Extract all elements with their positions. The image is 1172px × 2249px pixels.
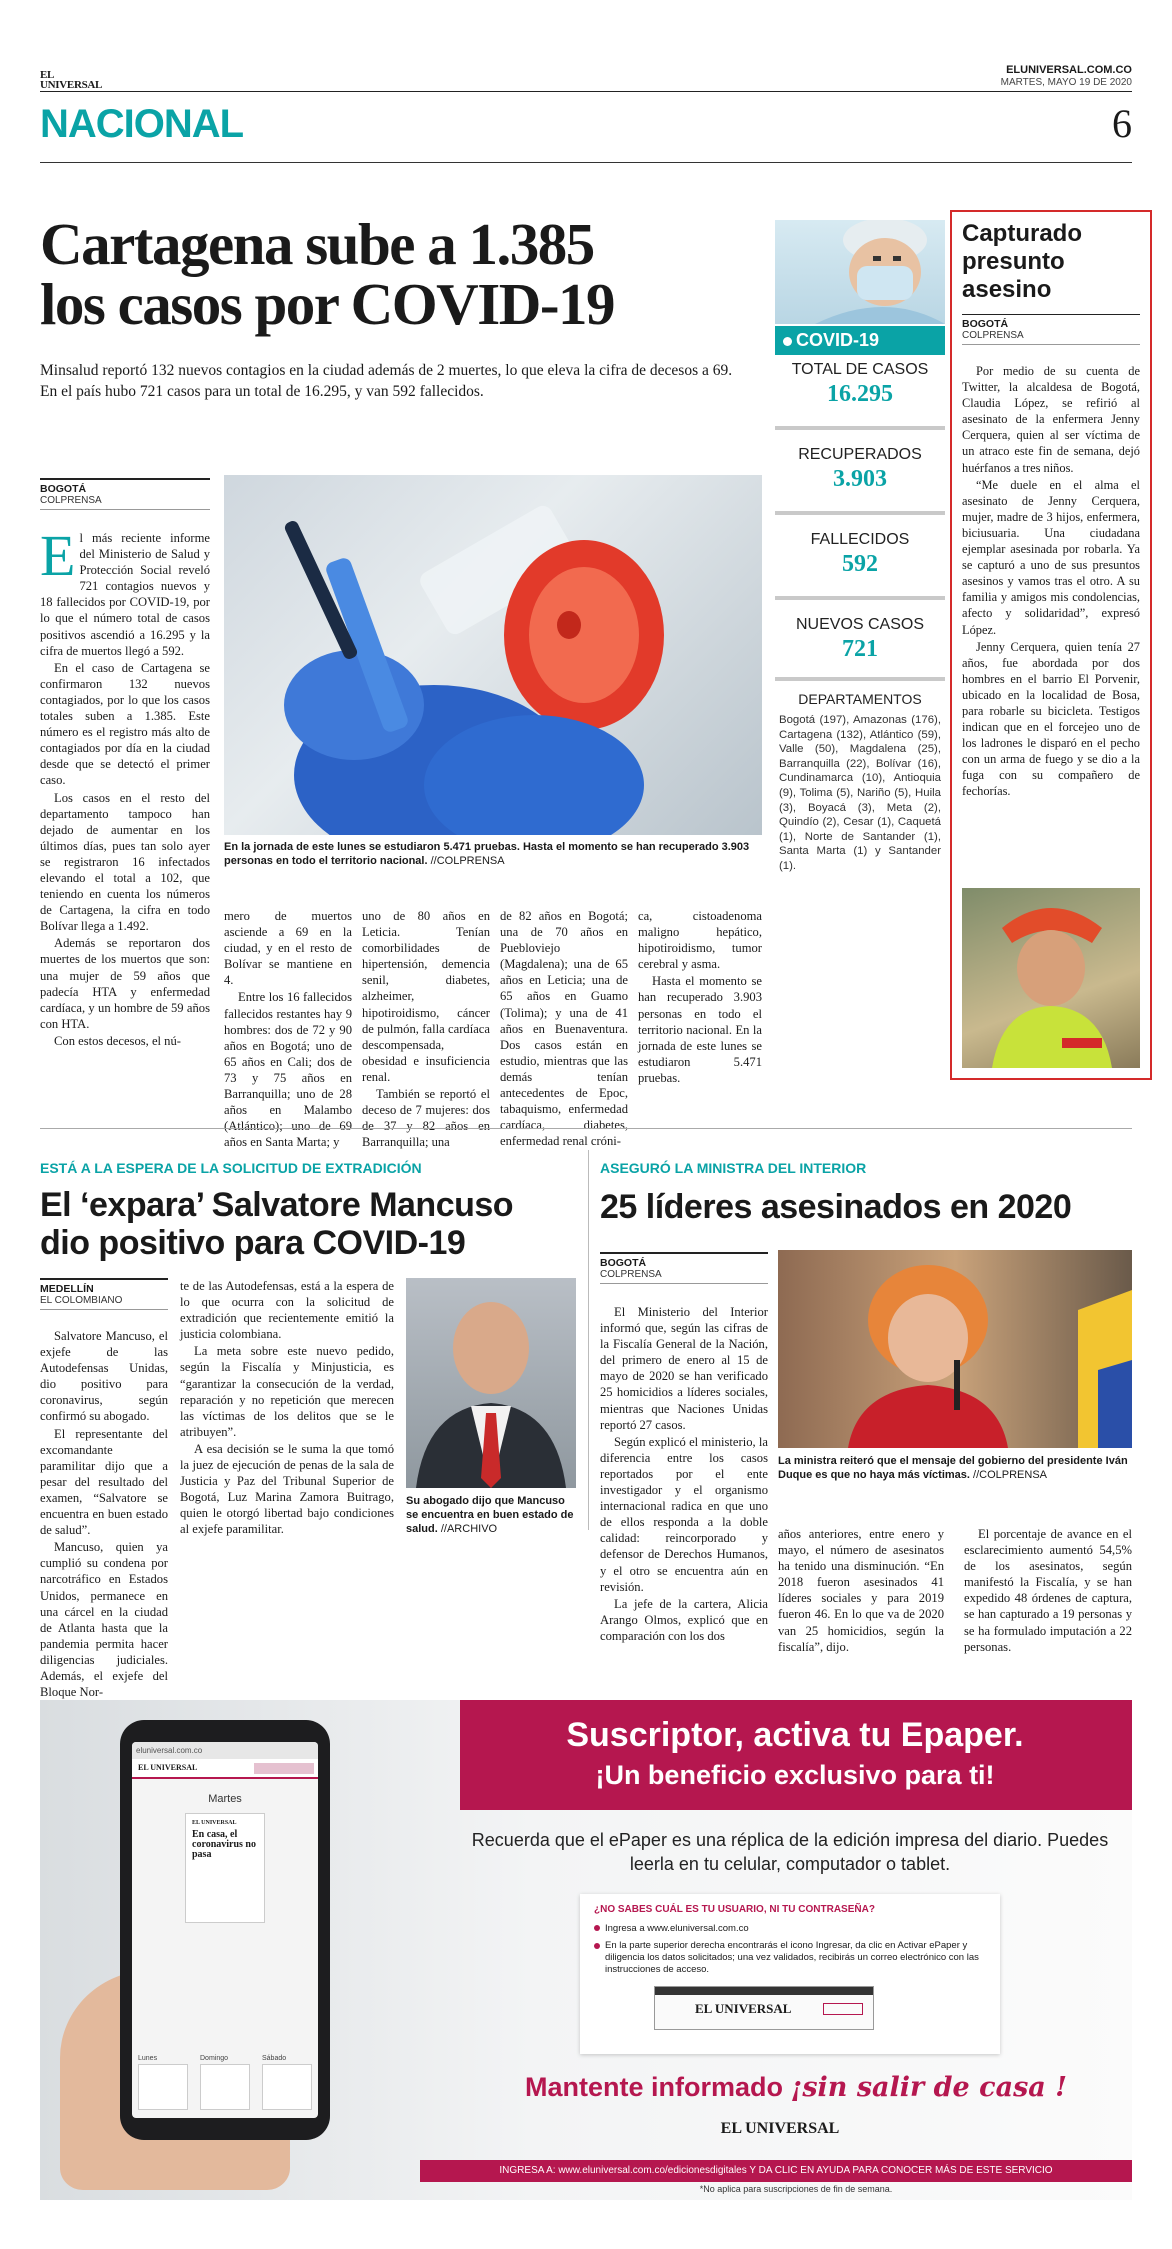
main-col1-p2: En el caso de Cartagena se confirmaron 132 nuevos contagiados, por lo que los casos totales suben a 1.385. Este número es el registro más alto de contagiados por día en la ciudad desde que se detectó el primer caso. [40,660,210,788]
mancuso-headline-line2: dio positivo para COVID-19 [40,1224,466,1262]
stat-deaths-label: FALLECIDOS [810,531,910,548]
main-col4 [500,908,628,1150]
lideres-kicker: ASEGURÓ LA MINISTRA DEL INTERIOR [600,1160,867,1176]
ad-step1 [594,1923,986,1934]
mancuso-caption-credit: //ARCHIVO [440,1523,498,1535]
main-col2-p1: mero de muertos asciende a 69 en la ciudad, y en el resto de Bolívar se mantiene en 4. [224,909,352,988]
mancuso-kicker: ESTÁ A LA ESPERA DE LA SOLICITUD DE EXTRADICIÓN [40,1160,422,1176]
main-dek: Minsalud reportó 132 nuevos contagios en la ciudad además de 2 muertes, lo que eleva la cifra de decesos a 69. En el país hubo 721 casos para un total de 16.295, y van 592 fallecidos. [40,362,733,400]
covid-label-bar [775,326,945,355]
ad-phone-header [132,1759,318,1779]
ad-step1-text: Ingresa a www.eluniversal.com.co [605,1923,749,1934]
ad-step2 [594,1940,986,1976]
main-col1-p5: Con estos decesos, el nú- [54,1033,181,1048]
ad-subtitle: ¡Un beneficio exclusivo para ti! [595,1760,995,1790]
epaper-ad[interactable] [40,1700,1132,2200]
mancuso-photo [406,1278,576,1488]
ad-phone-thumb1-label: Lunes [138,2055,158,2062]
stat-recovered-value: 3.903 [833,466,887,492]
ad-phone-screen [132,1742,318,2118]
lideres-col1-p3: La jefe de la cartera, Alicia Arango Olmos, explicó que en comparación con los dos [600,1596,768,1643]
ad-phone-body [120,1720,330,2140]
ad-phone-cover-logo: EL UNIVERSAL [192,1820,237,1826]
stat-total-label: TOTAL DE CASOS [791,361,929,378]
ad-slogan [460,2072,1132,2103]
ad-question: ¿NO SABES CUÁL ES TU USUARIO, NI TU CONTRASEÑA? [594,1904,875,1915]
masthead-site: ELUNIVERSAL.COM.CO [1006,64,1132,76]
main-photo-caption [224,840,762,868]
lideres-caption-credit: //COLPRENSA [973,1469,1047,1481]
main-caption-text: En la jornada de este lunes se estudiaron 5.471 pruebas. Hasta el momento se han recuperado 3.903 personas en todo el territorio nacional. [224,841,750,867]
ad-phone-thumb3 [262,2055,312,2110]
ad-instructions [580,1894,1000,2054]
main-location: BOGOTÁ [40,478,210,495]
stat-total [775,355,945,414]
lideres-col1-p2: Según explicó el ministerio, la diferencia entre los casos reportados por el ente investigador y el organismo internacional radica en que uno de ellos responda a la doble calidad: reincorporado y defensor de Derechos Humanos, y el otro se encuentra aún en revisión. [600,1434,768,1594]
mancuso-caption [406,1494,576,1536]
mancuso-col1-p1: Salvatore Mancuso, el exjefe de las Autodefensas Unidas, dio positivo para coronavirus, según confirmó su abogado. [40,1329,168,1424]
ad-phone-url: eluniversal.com.co [132,1742,318,1759]
lideres-divider [588,1150,589,1530]
main-col5-p1: ca, cistoadenoma maligno hepático, hipotiroidismo, tumor cerebral y asma. [638,909,762,972]
stat-new-label: NUEVOS CASOS [795,616,925,633]
mancuso-col2 [180,1278,394,1539]
main-byline [40,478,210,510]
ad-phone-day: Martes [208,1793,242,1805]
ad-step2-text: En la parte superior derecha encontrarás el icono Ingresar, da clic en Activar ePaper y diligencia los datos solicitados; una vez validados, recibirás un correo electrónico con las instrucciones de acceso. [605,1940,979,1975]
sidebar-p1: Por medio de su cuenta de Twitter, la alcaldesa de Bogotá, Claudia López, se refirió al asesinato de la enfermera Jenny Cerquera, quien al ser víctima de un atraco este fin de semana, dejó huérfanos a tres niños. [962,364,1140,475]
ad-slogan-part2: ¡sin salir de casa ! [790,2072,1068,2103]
stat-total-value: 16.295 [827,381,893,407]
main-col5 [638,908,762,1087]
lideres-col3 [964,1526,1132,1656]
section-title: NACIONAL [40,102,244,146]
cyclist-portrait-icon [962,888,1140,1068]
departments [775,677,945,874]
sidebar-p3: Jenny Cerquera, quien tenía 27 años, fue abordada por dos hombres en el barrio El Porvenir, ubicado en la localidad de Bosa, para robarle su bicicleta. Testigos indican que en el forcejeo uno de los ladrones le disparó en el pecho con un arma de fuego y se dio a la fuga con su compañero de fechorías. [962,639,1140,799]
mancuso-source: EL COLOMBIANO [40,1295,168,1310]
ad-phone-thumb1 [138,2055,188,2110]
ad-hand-phone [100,1720,360,2190]
ad-phone-cover [185,1813,265,1923]
ad-site-screenshot [654,1986,874,2030]
mid-divider [40,1128,1132,1129]
mancuso-col2-p1: te de las Autodefensas, está a la espera de lo que ocurra con la solicitud de extradición que recientemente emitió la justicia colombiana. [180,1279,394,1342]
ad-footer-bar [420,2160,1132,2182]
ad-phone-thumb2-label: Domingo [200,2055,229,2062]
main-col1 [40,523,210,1050]
main-headline-line1: Cartagena sube a 1.385 [40,211,594,277]
sidebar-byline [962,314,1140,345]
ad-logo: EL UNIVERSAL [720,2120,840,2137]
main-col3 [362,908,490,1151]
mancuso-col1 [40,1328,168,1701]
main-col1-p4: Además se reportaron dos muertes de los muertos que son: una mujer de 59 años que padecía HTA y enfermedad cardíaca, y un hombre de 59 años con HTA. [40,936,210,1031]
lideres-col3-p1: El porcentaje de avance en el esclarecimiento aumentó 54,5% de los asesinatos, según manifestó la Fiscalía, y se han expedido 48 órdenes de captura, se han capturado a 19 personas y se ha formulado imputación a 22 personas. [964,1527,1132,1654]
ad-disclaimer: *No aplica para suscripciones de fin de semana. [699,2184,893,2194]
step1-bullet-icon [594,1925,600,1931]
ad-phone-pink-tab [254,1763,314,1774]
ad-slogan-part1: Mantente informado [524,2072,783,2102]
drop-cap: E [40,523,76,588]
sidebar-headline: Capturado presunto asesino [962,220,1082,303]
mancuso-location: MEDELLÍN [40,1278,168,1295]
lideres-col1 [600,1304,768,1645]
ad-phone-thumb1-image [138,2064,188,2110]
stat-new [775,596,945,669]
section-rule [40,162,1132,163]
main-col2-p2: Entre los 16 fallecidos fallecidos restantes hay 9 hombres: dos de 72 y 90 años en Bogotá; uno de 65 años en Cali; dos de 73 y 75 años en Barranquilla; uno de 28 años en Malambo (Atlántico); uno de 69 años en Santa Marta; y [224,990,352,1150]
stat-deaths-value: 592 [842,551,878,577]
test-tube-illustration [224,475,762,835]
main-col1-p3: Los casos en el resto del departamento tampoco han dejado de aumentar en los últimos días, pues tan solo ayer se registraron 16 infectados elevando el total a 102, que teniendo en cuenta los números de Cartagena, la cifra en todo Bolívar llega a 1.492. [40,790,210,934]
departments-title: DEPARTAMENTOS [798,691,922,707]
main-col5-p2: Hasta el momento se han recuperado 3.903 personas en todo el territorio nacional. En la jornada de este lunes se estudiaron 5.471 pruebas. [638,974,762,1085]
mancuso-col1-p2: El representante del excomandante paramilitar dijo que a pesar del resultado del examen, “Salvatore se encuentra en buen estado de salud”. [40,1426,168,1538]
step2-bullet-icon [594,1943,600,1949]
ad-screenshot-logo: EL UNIVERSAL [695,2001,792,2016]
mancuso-headline [40,1186,580,1262]
stat-recovered [775,426,945,499]
lideres-caption-text: La ministra reiteró que el mensaje del gobierno del presidente Iván Duque es que no haya más víctimas. [778,1455,1128,1481]
covid-label: COVID-19 [796,330,880,350]
masthead-date: MARTES, MAYO 19 DE 2020 [1000,77,1132,88]
covid-box [775,220,945,910]
main-col3-p1: uno de 80 años en Leticia. Tenían comorbilidades de hipertensión, demencia senil, diabetes, alzheimer, hipotiroidismo, cáncer de pulmón, falla cardíaca descompensada, obesidad e insuficiencia renal. [362,909,490,1084]
main-col2 [224,908,352,1151]
ad-phone-thumbs [138,2055,312,2110]
lideres-location: BOGOTÁ [600,1252,768,1269]
sidebar-photo [962,888,1140,1068]
mancuso-headline-line1: El ‘expara’ Salvatore Mancuso [40,1186,514,1224]
stat-recovered-label: RECUPERADOS [798,446,922,463]
main-col3-p2: También se reportó el deceso de 7 mujeres: dos de 37 y 82 años en Barranquilla; una [362,1087,490,1150]
main-col4-p1: de 82 años en Bogotá; una de 70 años en Puebloviejo (Magdalena); una de 65 años en Leticia; una de 65 años en Guamo (Tolima); y una de 41 años en Buenaventura. Dos casos están en estudio, mientras que las demás tenían antecedentes de Epoc, tabaquismo, enfermedad cardíaca, diabetes, enfermedad renal cróni- [500,909,628,1149]
lideres-byline [600,1252,768,1284]
main-caption-credit: //COLPRENSA [430,855,505,867]
lideres-photo [778,1250,1132,1448]
lideres-col1-p1: El Ministerio del Interior informó que, según las cifras de la Fiscalía General de la Nación, del primero de enero al 15 de mayo de 2020 se han verificado 25 homicidios a líderes sociales, mientras que Naciones Unidas reportó 27 casos. [600,1305,768,1432]
main-headline [40,211,760,337]
covid-dot-icon [783,337,792,346]
minister-portrait-icon [778,1250,1132,1448]
stat-new-value: 721 [842,636,878,662]
mancuso-col2-p2: La meta sobre este nuevo pedido, según la Fiscalía y Minjusticia, es “garantizar la consecución de la verdad, reparación y no repetición que merecen las víctimas de los delitos que se le atribuyen”. [180,1344,394,1439]
mancuso-byline [40,1278,168,1310]
main-photo [224,475,762,835]
ad-phone-thumb3-label: Sábado [262,2055,287,2062]
ad-body: Recuerda que el ePaper es una réplica de la edición impresa del diario. Puedes leerla en tu celular, computador o tablet. [471,1830,1109,1874]
sidebar-location: BOGOTÁ [962,314,1140,330]
departments-list: Bogotá (197), Amazonas (176), Cartagena (132), Atlántico (59), Valle (50), Magdalena (25), Barranquilla (22), Bolívar (16), Cundinamarca (10), Antioquia (9), Tolima (5), Nariño (5), Huila (3), Boyacá (3), Meta (2), Quindío (2), Cesar (1), Caquetá (1), Norte de Santander (1), Santa Marta (1) y Santander (1). [779,714,941,872]
sidebar-p2: “Me duele en el alma el asesinato de Jenny Cerquera, mujer, madre de 3 hijos, enfermera, biciusuaria. Una ciudadana ejemplar asesinada por robarla. Ya se capturó a uno de sus presuntos asesinos y vamos tras el otro. A su familia y amigos mis condolencias, afecto y solidaridad”, expresó López. [962,477,1140,637]
ad-title: Suscriptor, activa tu Epaper. [566,1716,1024,1754]
page-number: 6 [1112,101,1132,146]
ad-phone-thumb3-image [262,2064,312,2110]
masthead-logo: EL UNIVERSAL [40,69,103,91]
masked-doctor-icon [775,220,945,324]
covid-doctor-photo [775,220,945,324]
sidebar-story [950,210,1152,1080]
ad-footer-text[interactable]: INGRESA A: www.eluniversal.com.co/edicionesdigitales Y DA CLIC EN AYUDA PARA CONOCER MÁS DE ESTE SERVICIO [499,2165,1053,2176]
man-in-suit-icon [406,1278,576,1488]
main-headline-line2: los casos por COVID-19 [40,271,614,337]
ad-screenshot-login-icon [823,2003,863,2015]
lideres-source: COLPRENSA [600,1269,768,1284]
ad-phone-thumb2 [200,2055,250,2110]
ad-phone-logo: EL UNIVERSAL [138,1763,198,1772]
lideres-col2-p1: años anteriores, entre enero y mayo, el número de asesinatos ha tenido una disminución. “En 2018 fueron asesinados 41 líderes sociales y para 2019 fueron 46. En lo que va de 2020 van 25 homicidios, según la fiscalía”, dijo. [778,1527,944,1654]
main-col1-p1: l más reciente informe del Ministerio de Salud y Protección Social reveló 721 contagios nuevos y 18 fallecidos por COVID-19, por lo que el número total de casos positivos ascendió a 16.295 y la cifra de muertos llegó a 592. [40,531,210,658]
lideres-headline: 25 líderes asesinados en 2020 [600,1188,1072,1226]
sidebar-body [962,363,1140,800]
masthead [40,62,1132,92]
main-source: COLPRENSA [40,495,210,510]
lideres-caption [778,1454,1132,1482]
sidebar-source: COLPRENSA [962,330,1140,345]
mancuso-caption-text: Su abogado dijo que Mancuso se encuentra en buen estado de salud. [406,1495,574,1535]
ad-screenshot-bar [655,1987,873,1995]
mancuso-col1-p3: Mancuso, quien ya cumplió su condena por narcotráfico en Estados Unidos, permanece en una cárcel en la ciudad de Atlanta hasta que la pandemia permita hacer diligencias judiciales. Además, el exjefe del Bloque Nor- [40,1540,168,1700]
ad-phone-thumb2-image [200,2064,250,2110]
ad-phone-cover-headline: En casa, el coronavirus no pasa [192,1829,256,1860]
stat-deaths [775,511,945,584]
mancuso-col2-p3: A esa decisión se le suma la que tomó la juez de ejecución de penas de la sala de Justicia y Paz del Tribunal Superior de Bogotá, Luz Marina Zamora Buitrago, quien le otorgó libertad bajo condiciones al exjefe paramilitar. [180,1441,394,1537]
lideres-col2 [778,1526,944,1656]
